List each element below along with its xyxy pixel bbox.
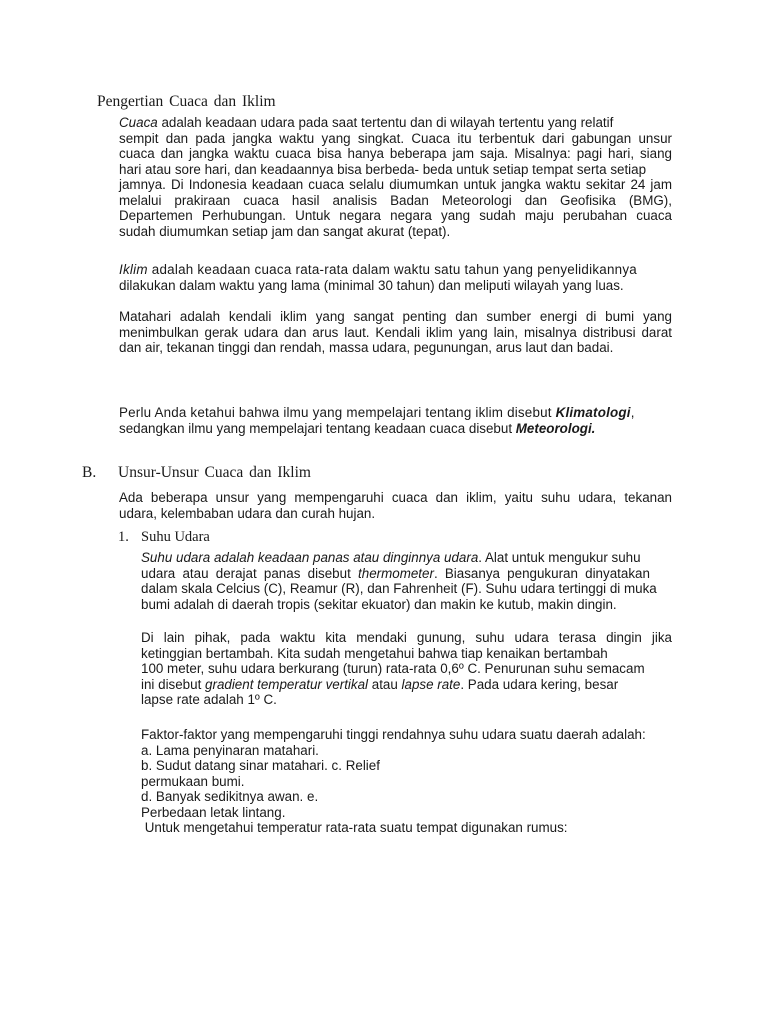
term-cuaca: Cuaca xyxy=(119,115,158,130)
list-item: d. Banyak sedikitnya awan. e. xyxy=(141,789,319,804)
term-klimatologi: Klimatologi xyxy=(555,405,631,420)
paragraph-matahari: Matahari adalah kendali iklim yang sangat penting dan sumber energi di bumi yang menimbulkan gerak udara dan arus laut. Kendali iklim yang lain, misalnya distribusi darat dan air, tekanan tinggi dan rendah, massa udara, pegunungan, arus laut dan badai. xyxy=(119,309,672,355)
list-item: b. Sudut datang sinar matahari. c. Relief xyxy=(141,758,380,773)
paragraph-intro-unsur: Ada beberapa unsur yang mempengaruhi cuaca dan iklim, yaitu suhu udara, tekanan udara, kelembaban udara dan curah hujan. xyxy=(119,490,672,521)
paragraph-note: Perlu Anda ketahui bahwa ilmu yang mempelajari tentang iklim disebut Klimatologi, sedangkan ilmu yang mempelajari tentang keadaan cuaca disebut Meteorologi. xyxy=(119,405,635,436)
list-item: a. Lama penyinaran matahari. xyxy=(141,742,319,758)
section-label: B. xyxy=(82,464,97,481)
paragraph-suhu-definisi: Suhu udara adalah keadaan panas atau dinginnya udara. Alat untuk mengukur suhu udara atau derajat panas disebut thermometer. Biasanya pengukuran dinyatakan dalam skala Celcius (C), Reamur (R), dan Fahrenheit (F). Suhu udara tertinggi di muka bumi adalah di daerah tropis (sekitar ekuator) dan makin ke kutub, makin dingin. xyxy=(141,550,657,612)
paragraph-suhu-gunung: Di lain pihak, pada waktu kita mendaki gunung, suhu udara terasa dingin jika ketinggian bertambah. Kita sudah mengetahui bahwa tiap kenaikan bertambah 100 meter, suhu udara berkurang (turun) rata-rata 0,6º C. Penurunan suhu semacam ini disebut gradient temperatur vertikal atau lapse rate. Pada udara kering, besar lapse rate adalah 1º C. xyxy=(141,630,672,707)
paragraph-faktor: Faktor-faktor yang mempengaruhi tinggi rendahnya suhu udara suatu daerah adalah: a. Lama penyinaran matahari. b. Sudut datang sinar matahari. c. Relief permukaan bumi. d. Banyak sedikitnya awan. e. Perbedaan letak lintang. Untuk mengetahui temperatur rata-rata suatu tempat digunakan rumus: xyxy=(141,727,681,836)
subheading-suhu-udara: 1. Suhu Udara xyxy=(118,529,210,545)
paragraph-iklim: Iklim adalah keadaan cuaca rata-rata dalam waktu satu tahun yang penyelidikannya dilakukan dalam waktu yang lama (minimal 30 tahun) dan meliputi wilayah yang luas. xyxy=(119,262,638,293)
list-number: 1. xyxy=(118,529,129,545)
term-lapse-rate: lapse rate xyxy=(401,676,461,692)
term-suhu-udara: Suhu udara adalah keadaan panas atau dinginnya udara xyxy=(141,550,479,565)
term-thermometer: thermometer xyxy=(358,565,434,581)
term-gradient: gradient temperatur vertikal xyxy=(205,676,369,692)
section-heading-pengertian: Pengertian Cuaca dan Iklim xyxy=(97,93,276,110)
term-iklim: Iklim xyxy=(119,262,148,277)
section-heading-unsur: B. Unsur-Unsur Cuaca dan Iklim xyxy=(82,464,311,481)
term-meteorologi: Meteorologi. xyxy=(515,420,596,436)
paragraph-cuaca: Cuaca adalah keadaan udara pada saat tertentu dan di wilayah tertentu yang relatif sempit dan pada jangka waktu yang singkat. Cuaca itu terbentuk dari gabungan unsur cuaca dan jangka waktu cuaca bisa hanya beberapa jam saja. Misalnya: pagi hari, siang hari atau sore hari, dan keadaannya bisa berbeda- beda untuk setiap tempat serta setiap jamnya. Di Indonesia keadaan cuaca selalu diumumkan untuk jangka waktu sekitar 24 jam melalui prakiraan cuaca hasil analisis Badan Meteorologi dan Geofisika (BMG), Departemen Perhubungan. Untuk negara negara yang sudah maju perubahan cuaca sudah diumumkan setiap jam dan sangat akurat (tepat). xyxy=(119,115,672,239)
